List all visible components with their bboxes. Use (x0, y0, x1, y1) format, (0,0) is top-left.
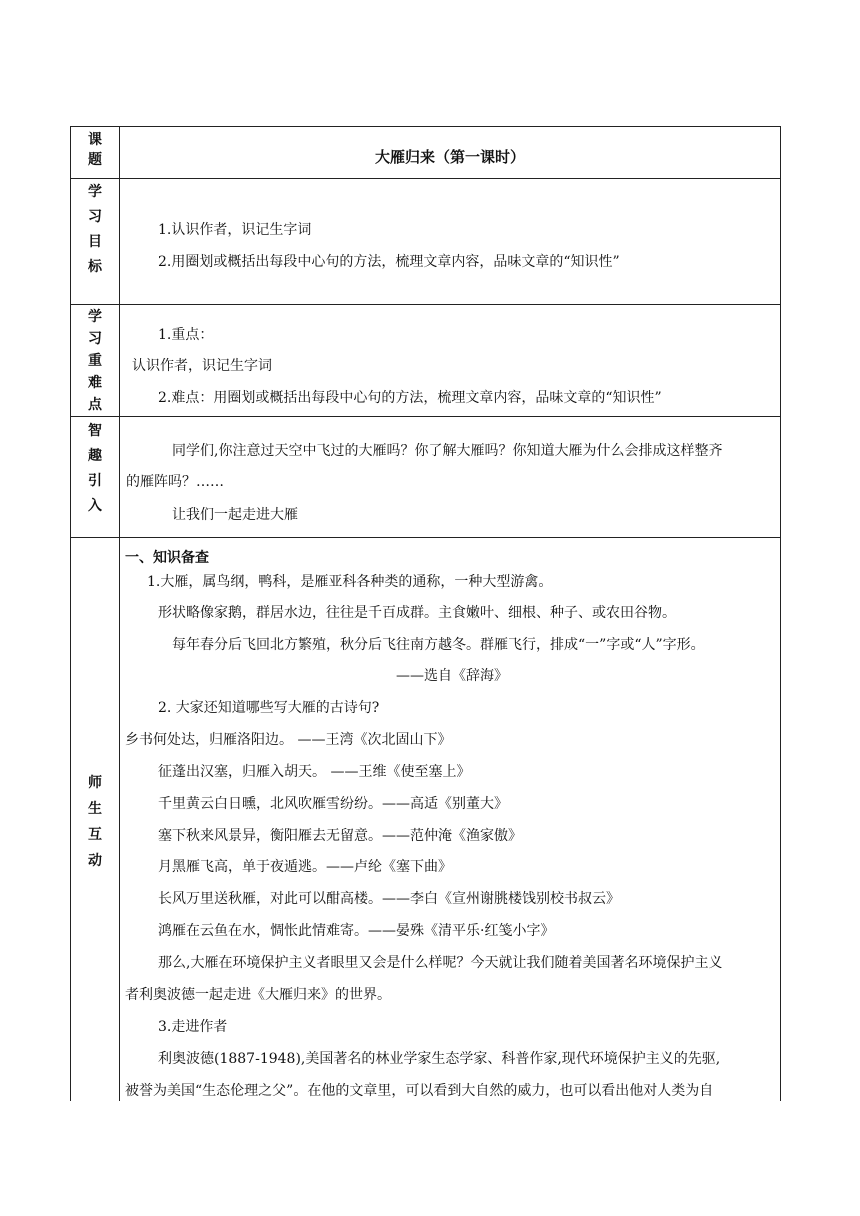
poem-line: 千里黄云白日曛，北风吹雁雪纷纷。——高适《别董大》 (158, 796, 508, 812)
poem-line: 长风万里送秋雁，对此可以酣高楼。——李白《宣州谢朓楼饯别校书叔云》 (158, 891, 620, 907)
lesson-title: 大雁归来（第一课时） (374, 148, 525, 166)
label-char: 趣 (88, 448, 102, 464)
label-goals (71, 180, 119, 280)
label-topic (71, 130, 119, 170)
label-interaction (71, 770, 119, 874)
row-divider (70, 304, 781, 305)
row-divider (70, 537, 781, 538)
label-char: 学 (88, 184, 102, 200)
poem-line: 乡书何处达，归雁洛阳边。 ——王湾《次北固山下》 (125, 732, 452, 748)
label-char: 动 (88, 853, 102, 869)
label-char: 难 (88, 375, 102, 391)
poem-line: 鸿雁在云鱼在水，惆怅此情难寄。——晏殊《清平乐·红笺小字》 (158, 923, 555, 939)
body-line: 者利奥波德一起走进《大雁归来》的世界。 (125, 987, 391, 1003)
label-char: 点 (88, 397, 102, 413)
table-border-top (70, 126, 781, 127)
column-divider (119, 126, 120, 1101)
body-line: 2. 大家还知道哪些写大雁的古诗句? (158, 700, 380, 716)
row-divider (70, 178, 781, 179)
body-line: 3.走进作者 (158, 1019, 228, 1035)
intro-line: 的雁阵吗？…… (126, 474, 224, 490)
poem-line: 征蓬出汉塞，归雁入胡天。 ——王维《使至塞上》 (158, 764, 471, 780)
body-line: 被誉为美国“生态伦理之父”。在他的文章里，可以看到大自然的威力，也可以看出他对人类为自 (125, 1083, 714, 1099)
intro-line: 让我们一起走进大雁 (172, 507, 298, 523)
label-char: 标 (88, 259, 102, 275)
label-char: 入 (88, 498, 102, 514)
body-line: 1.大雁，属鸟纲，鸭科，是雁亚科各种类的通称，一种大型游禽。 (147, 574, 553, 590)
label-char: 互 (88, 827, 102, 843)
label-char: 题 (88, 152, 102, 168)
label-char: 习 (88, 331, 102, 347)
label-char: 师 (88, 775, 102, 791)
label-key-points (71, 306, 119, 416)
key-point-line: 认识作者，识记生字词 (132, 358, 272, 374)
body-line: 形状略像家鹅，群居水边，往往是千百成群。主食嫩叶、细根、种子、或农田谷物。 (158, 605, 676, 621)
label-char: 习 (88, 209, 102, 225)
intro-line: 同学们,你注意过天空中飞过的大雁吗？你了解大雁吗？你知道大雁为什么会排成这样整齐 (172, 443, 723, 459)
citation-line: ——选自《辞海》 (396, 668, 508, 684)
key-point-line: 2.难点：用圈划或概括出每段中心句的方法，梳理文章内容，品味文章的“知识性” (158, 390, 662, 406)
body-line: 利奥波德(1887-1948),美国著名的林业学家生态学家、科普作家,现代环境保护主义的先驱, (158, 1051, 721, 1067)
label-char: 生 (88, 801, 102, 817)
label-char: 目 (88, 234, 102, 250)
label-char: 引 (88, 473, 102, 489)
label-char: 重 (88, 353, 102, 369)
label-char: 学 (88, 309, 102, 325)
body-line: 每年春分后飞回北方繁殖，秋分后飞往南方越冬。群雁飞行，排成“一”字或“人”字形。 (172, 637, 705, 653)
label-char: 智 (88, 423, 102, 439)
goal-line: 2.用圈划或概括出每段中心句的方法，梳理文章内容，品味文章的“知识性” (158, 254, 620, 270)
poem-line: 塞下秋来风景异，衡阳雁去无留意。——范仲淹《渔家傲》 (158, 828, 522, 844)
poem-line: 月黑雁飞高，单于夜遁逃。——卢纶《塞下曲》 (158, 859, 452, 875)
label-char: 课 (88, 132, 102, 148)
goal-line: 1.认识作者，识记生字词 (158, 222, 312, 238)
row-divider (70, 416, 781, 417)
label-intro (71, 419, 119, 519)
key-point-line: 1.重点： (158, 327, 214, 343)
table-border-right (780, 126, 781, 1101)
section-heading: 一、知识备查 (125, 550, 209, 566)
body-line: 那么,大雁在环境保护主义者眼里又会是什么样呢？今天就让我们随着美国著名环境保护主义 (158, 955, 723, 971)
